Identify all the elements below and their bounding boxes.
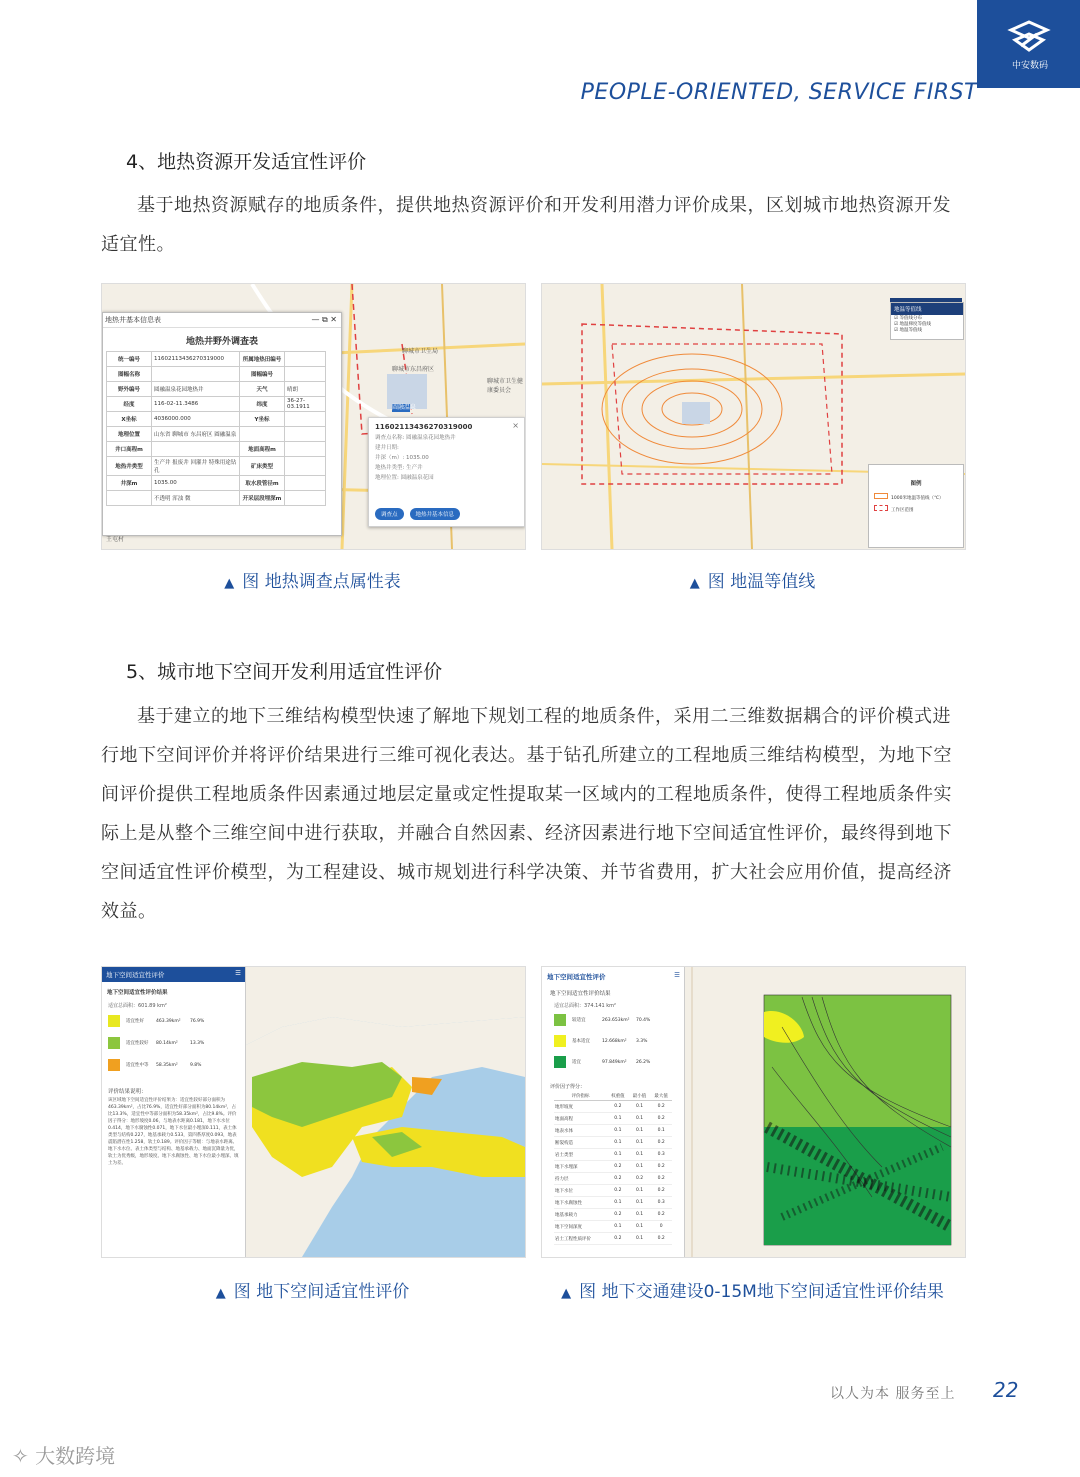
factor-row — [554, 1197, 672, 1209]
menu-icon[interactable]: ☰ — [235, 969, 241, 977]
factor-cell: 地表水体 — [554, 1125, 607, 1137]
factor-cell: 0.1 — [650, 1125, 672, 1137]
note-title: 评价结果说明： — [108, 1089, 147, 1095]
info-window-titlebar — [103, 313, 341, 328]
legend-item: 1000米地温等值线（℃） — [874, 493, 958, 505]
geothermal-survey-map — [101, 283, 526, 550]
factor-cell: 0.1 — [607, 1197, 629, 1209]
section-5-heading: 5、城市地下空间开发利用适宜性评价 — [126, 661, 443, 683]
info-window — [102, 312, 342, 536]
table-cell: 晴朗 — [285, 382, 326, 397]
total-area-2: 适宜总面积：374.141 km² — [554, 1003, 617, 1009]
table-cell: 地理位置 — [107, 427, 152, 442]
table-cell: 开采层段埋深m — [240, 491, 285, 506]
table-cell: 地热井类型 — [107, 457, 152, 476]
survey-point-button[interactable]: 调查点 — [375, 508, 404, 520]
table-cell: 矿床类型 — [240, 457, 285, 476]
factor-cell: 持力层 — [554, 1173, 607, 1185]
table-cell — [285, 412, 326, 427]
evaluation-sub-title: 地下空间适宜性评价结果 — [107, 990, 168, 996]
factor-row — [554, 1161, 672, 1173]
class-pct: 76.9% — [190, 1018, 205, 1024]
factor-cell: 0.1 — [629, 1149, 651, 1161]
popup-line: 调查点名称: 圆融温泉花园地热井 — [375, 435, 456, 441]
factor-cell: 0.1 — [607, 1125, 629, 1137]
class-pct: 3.3% — [636, 1038, 648, 1044]
class-area: 80.14km² — [156, 1040, 178, 1046]
table-cell: X坐标 — [107, 412, 152, 427]
factor-cell: 0.1 — [629, 1209, 651, 1221]
section-5-paragraph: 基于建立的地下三维结构模型快速了解地下规划工程的地质条件，采用二三维数据耦合的评价模式进行地下空间评价并将评价结果进行三维可视化表达。基于钻孔所建立的工程地质三维结构模型，为地下空间评价提供工程地质条件因素通过地层定量或定性提取某一区域内的工程地质条件，使得工程地质条件实际上是从整个三维空间中进行获取，并融合自然因素、经济因素进行地下空间适宜性评价，最终得到地下空间适宜性评价模型，为工程建设、城市规划进行科学决策、并节省费用，扩大社会应用价值，提高经济效益。 — [101, 706, 952, 922]
factor-cell: 地下水埋深 — [554, 1161, 607, 1173]
class-area: 12.668km² — [602, 1038, 627, 1044]
class-label: 适宜性中等 — [126, 1063, 149, 1068]
table-cell — [285, 442, 326, 457]
table-cell: 不透明 浑浊 微 — [152, 491, 240, 506]
table-cell: 天气 — [240, 382, 285, 397]
logo-text: 中安数码 — [1011, 61, 1048, 71]
factor-cell: 0.2 — [650, 1101, 672, 1113]
factor-row — [554, 1185, 672, 1197]
factor-cell: 0.2 — [650, 1233, 672, 1245]
factor-cell: 0.2 — [650, 1209, 672, 1221]
figure-4-caption: ▲ 图 地下交通建设0-15M地下空间适宜性评价结果 — [561, 1282, 944, 1302]
factor-row — [554, 1149, 672, 1161]
note-text: 该区域地下空间适宜性评价结果为：适宜性较好部分面积为463.39km²，占比76.9%，适宜性好部分面积为80.14km²，占比13.3%，适宜性中等部分面积为58.35km²，占比9.8%。评价因子得分：地形坡度0.06，与地表水距离0.181，地下水水位0.414，地下水腐蚀性0.071，地下水位最小埋深0.111，表土体类型与结构0.227，地基承载力0.533，第四系厚度0.093，地表震陷潜在性1.258，软土0.189。评价因子等级：与地表水距离、地下水水位、表土体类型与结构、地基承载力、地面沉降量为优，软土为优秀级，地形坡度、地下水腐蚀性、地下水位最小埋深、填土为差。 — [108, 1098, 239, 1166]
class-row — [554, 1035, 672, 1047]
class-area: 97.849km² — [602, 1059, 627, 1065]
factor-cell: 0.1 — [629, 1125, 651, 1137]
close-icon[interactable]: × — [512, 421, 519, 430]
triangle-icon: ▲ — [689, 576, 700, 591]
popup-lines — [369, 433, 524, 483]
class-area: 463.39km² — [156, 1018, 181, 1024]
factor-cell: 0.3 — [650, 1197, 672, 1209]
table-cell — [285, 491, 326, 506]
legend-item: 工作区范围 — [874, 505, 958, 517]
table-cell: Y坐标 — [240, 412, 285, 427]
factor-cell: 岩土类型 — [554, 1149, 607, 1161]
table-row — [107, 491, 326, 506]
layer-item[interactable]: ☑ 地温等值线 — [894, 328, 922, 333]
logo-icon — [977, 0, 1080, 88]
map-label: 聊城市卫生局 — [402, 348, 439, 355]
factor-header: 最小值 — [629, 1092, 651, 1101]
figure-3-caption: ▲ 图 地下空间适宜性评价 — [215, 1282, 410, 1302]
table-cell — [152, 442, 240, 457]
table-row — [107, 412, 326, 427]
layer-item[interactable]: ☑ 地温梯度等值线 — [894, 322, 931, 327]
table-row — [107, 476, 326, 491]
table-cell: 生产井 报废井 回灌井 特殊用途钻孔 — [152, 457, 240, 476]
table-row — [107, 457, 326, 476]
factor-cell: 0.1 — [629, 1137, 651, 1149]
table-cell: 野外编号 — [107, 382, 152, 397]
factor-cell: 0.1 — [629, 1185, 651, 1197]
factor-cell: 0.2 — [650, 1113, 672, 1125]
class-label: 基本适宜 — [572, 1039, 590, 1044]
info-window-title: 地热井基本信息表 — [105, 316, 161, 324]
table-row — [107, 442, 326, 457]
table-cell: 图幅编号 — [240, 367, 285, 382]
table-cell: 1035.00 — [152, 476, 240, 491]
evaluation-panel — [102, 967, 246, 1257]
factor-cell: 地下水位 — [554, 1185, 607, 1197]
header-slogan: PEOPLE-ORIENTED, SERVICE FIRST — [580, 80, 978, 105]
footer-slogan: 以人为本 服务至上 — [830, 1386, 956, 1402]
table-cell: 井口高程m — [107, 442, 152, 457]
class-row — [108, 1037, 239, 1049]
factor-row — [554, 1221, 672, 1233]
factor-title: 评价因子得分： — [550, 1084, 586, 1090]
table-cell: 山东省 聊城市 东昌府区 圆融温泉 — [152, 427, 240, 442]
factor-cell: 地面高程 — [554, 1113, 607, 1125]
factor-cell: 0.2 — [607, 1209, 629, 1221]
factor-header: 评价指标 — [554, 1092, 607, 1101]
table-row — [107, 382, 326, 397]
factor-table — [554, 1092, 672, 1245]
factor-cell: 0.2 — [629, 1173, 651, 1185]
factor-header: 权重值 — [607, 1092, 629, 1101]
factor-row — [554, 1173, 672, 1185]
underground-space-map — [101, 966, 526, 1258]
table-cell: 地面高程m — [240, 442, 285, 457]
factor-cell: 0.1 — [629, 1101, 651, 1113]
total-area: 适宜总面积：601.89 km² — [108, 1003, 167, 1009]
factor-cell: 0.2 — [607, 1101, 629, 1113]
table-cell — [285, 427, 326, 442]
factor-cell: 地下空间深度 — [554, 1221, 607, 1233]
popup-line: 地热井类型: 生产井 — [375, 465, 423, 471]
triangle-icon: ▲ — [215, 1286, 226, 1301]
map-label: 王屯村 — [106, 536, 125, 543]
triangle-icon: ▲ — [561, 1286, 572, 1301]
factor-cell: 0.2 — [607, 1173, 629, 1185]
table-row — [107, 397, 326, 412]
table-cell — [285, 352, 326, 367]
table-cell: 4036000.000 — [152, 412, 240, 427]
table-cell: 11602113436270319000 — [152, 352, 240, 367]
factor-row — [554, 1101, 672, 1113]
color-swatch — [554, 1056, 566, 1068]
table-title: 地热井野外调查表 — [185, 337, 258, 347]
class-area: 263.653km² — [602, 1017, 630, 1023]
factor-cell: 0.2 — [650, 1185, 672, 1197]
map-label: 聊城市东昌府区 — [392, 366, 435, 373]
layer-panel-title: 地温等值线 — [891, 303, 963, 315]
section-4-paragraph: 基于地热资源赋存的地质条件，提供地热资源评价和开发利用潜力评价成果，区划城市地热资源开发适宜性。 — [101, 195, 951, 255]
figure-2-caption: ▲ 图 地温等值线 — [689, 572, 816, 592]
evaluation-2-sub-title: 地下空间适宜性评价结果 — [550, 991, 611, 997]
factor-cell: 岩土工程性质评价 — [554, 1233, 607, 1245]
checkbox-icon[interactable]: ☑ — [894, 322, 900, 327]
class-pct: 70.4% — [636, 1017, 651, 1023]
color-swatch — [108, 1015, 120, 1027]
factor-cell: 0.2 — [607, 1161, 629, 1173]
factor-row — [554, 1125, 672, 1137]
factor-cell: 断裂构造 — [554, 1137, 607, 1149]
factor-cell: 0.1 — [629, 1161, 651, 1173]
factor-cell: 0.1 — [607, 1221, 629, 1233]
factor-cell: 0.1 — [629, 1221, 651, 1233]
class-label: 适宜性较好 — [126, 1041, 149, 1046]
table-cell — [285, 367, 326, 382]
watermark-icon: ✧ — [12, 1444, 36, 1468]
class-pct: 26.2% — [636, 1059, 651, 1065]
section-4-heading: 4、地热资源开发适宜性评价 — [126, 151, 367, 173]
evaluation-panel-2-title: 地下空间适宜性评价 ☰ — [547, 971, 680, 981]
popup-id: 11602113436270319000 — [375, 423, 473, 431]
well-info-button[interactable]: 地热井基本信息 — [410, 508, 461, 520]
factor-cell: 0.2 — [650, 1137, 672, 1149]
table-cell: 所属地热田编号 — [240, 352, 285, 367]
factor-cell: 0.3 — [650, 1149, 672, 1161]
triangle-icon: ▲ — [224, 576, 235, 591]
page-number: 22 — [993, 1378, 1019, 1402]
brand-logo-block — [977, 0, 1080, 88]
factor-cell: 0.2 — [650, 1173, 672, 1185]
class-label: 适宜性好 — [126, 1019, 144, 1024]
traffic-underground-map — [541, 966, 966, 1258]
class-area: 58.35km² — [156, 1062, 178, 1068]
table-cell: 取水段管径m — [240, 476, 285, 491]
factor-cell: 0.2 — [607, 1233, 629, 1245]
checkbox-icon[interactable]: ☑ — [894, 316, 900, 321]
factor-cell: 0.2 — [650, 1161, 672, 1173]
window-controls-icon[interactable]: — ⧉ ✕ — [311, 315, 337, 324]
legend-title: 图例 — [910, 481, 922, 487]
layer-item[interactable]: ☑ 等值线分布 — [894, 316, 922, 321]
factor-row — [554, 1113, 672, 1125]
class-row — [554, 1056, 672, 1068]
class-label: 适宜 — [572, 1060, 581, 1065]
map-label: 聊城市卫生健康委员会 — [487, 378, 524, 394]
table-cell: 116-02-11.3486 — [152, 397, 240, 412]
class-list — [102, 1013, 245, 1083]
class-list-2 — [542, 1012, 684, 1079]
table-cell — [285, 457, 326, 476]
class-pct: 13.3% — [190, 1040, 205, 1046]
menu-icon[interactable]: ☰ — [674, 971, 680, 979]
popup-line: 建井日期: — [375, 445, 399, 451]
layer-panel — [890, 302, 964, 340]
factor-cell: 地基承载力 — [554, 1209, 607, 1221]
factor-row — [554, 1233, 672, 1245]
factor-cell: 地形坡度 — [554, 1101, 607, 1113]
factor-header: 最大值 — [650, 1092, 672, 1101]
table-row — [107, 427, 326, 442]
popup-line: 井深（m）: 1035.00 — [375, 455, 429, 461]
color-swatch — [108, 1037, 120, 1049]
class-row — [108, 1015, 239, 1027]
evaluation-panel-title: 地下空间适宜性评价 ☰ — [102, 967, 245, 982]
factor-cell: 0.2 — [607, 1185, 629, 1197]
factor-row — [554, 1209, 672, 1221]
factor-cell: 0.1 — [629, 1113, 651, 1125]
table-cell: 经度 — [107, 397, 152, 412]
class-pct: 9.8% — [190, 1062, 202, 1068]
table-cell: 纬度 — [240, 397, 285, 412]
factor-cell: 0.1 — [629, 1233, 651, 1245]
table-cell: 井深m — [107, 476, 152, 491]
checkbox-icon[interactable]: ☑ — [894, 328, 900, 333]
factor-cell: 0.1 — [607, 1137, 629, 1149]
class-label: 较适宜 — [572, 1018, 586, 1023]
table-cell: 图幅名称 — [107, 367, 152, 382]
class-row — [108, 1059, 239, 1071]
table-row — [107, 367, 326, 382]
color-swatch — [554, 1035, 566, 1047]
table-cell: 36-27-03.1911 — [285, 397, 326, 412]
factor-cell: 0.1 — [607, 1113, 629, 1125]
legend-panel — [868, 464, 964, 548]
table-cell — [152, 367, 240, 382]
factor-cell: 0.1 — [629, 1197, 651, 1209]
table-cell: 圆融温泉花园地热井 — [152, 382, 240, 397]
watermark: ✧ 大数跨境 — [12, 1444, 116, 1468]
factor-cell: 0 — [650, 1221, 672, 1233]
class-row — [554, 1014, 672, 1026]
table-row — [107, 352, 326, 367]
color-swatch — [554, 1014, 566, 1026]
table-cell — [240, 427, 285, 442]
color-swatch — [108, 1059, 120, 1071]
map-label: 圆融温泉 — [392, 404, 417, 411]
popup-line: 地理位置: 圆融温泉花园 — [375, 475, 434, 481]
factor-row — [554, 1137, 672, 1149]
table-cell — [285, 476, 326, 491]
factor-cell: 0.1 — [607, 1149, 629, 1161]
geothermal-isoline-map — [541, 283, 966, 550]
table-cell: 统一编号 — [107, 352, 152, 367]
survey-table — [106, 351, 326, 506]
table-cell — [107, 491, 152, 506]
figure-1-caption: ▲ 图 地热调查点属性表 — [224, 572, 401, 592]
layer-list — [891, 315, 963, 335]
survey-popup — [368, 417, 525, 527]
factor-cell: 地下水腐蚀性 — [554, 1197, 607, 1209]
evaluation-panel-2 — [542, 967, 685, 1257]
